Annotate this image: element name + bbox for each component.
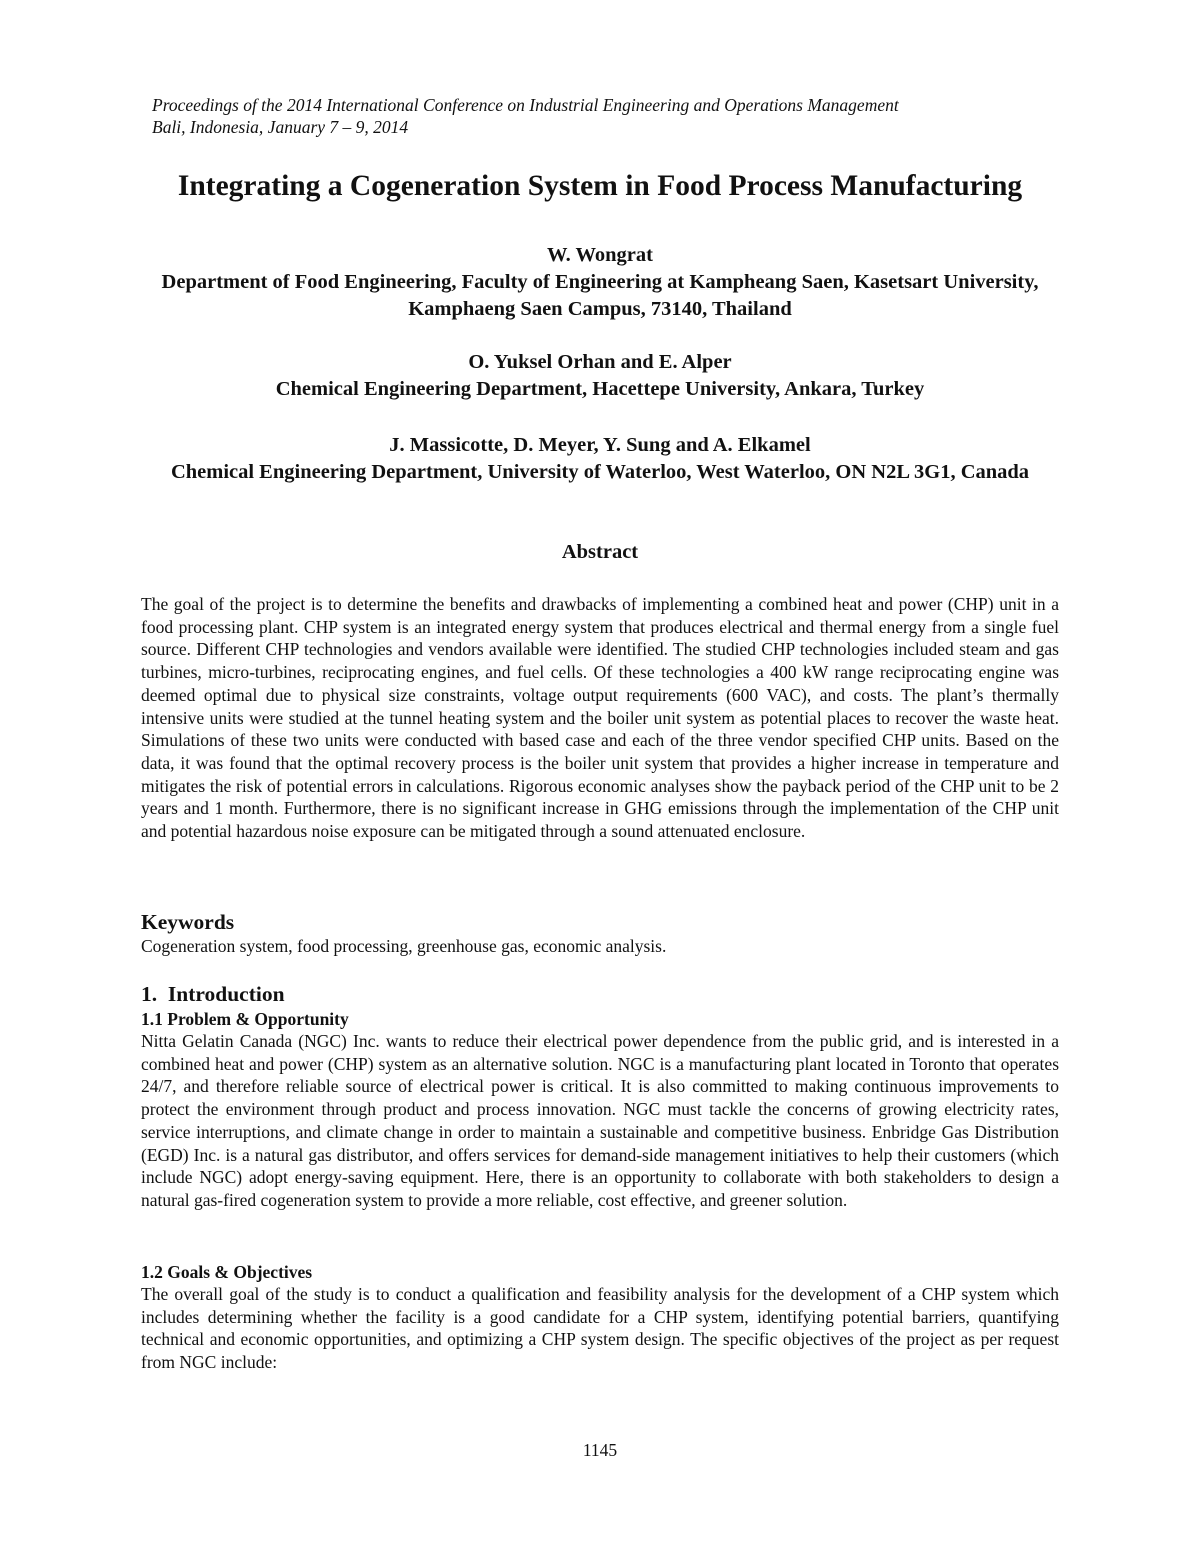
page-number: 1145 (582, 1440, 618, 1460)
subsection-heading-goals-objectives: 1.2 Goals & Objectives (141, 1262, 313, 1282)
subsection-heading-problem-opportunity: 1.1 Problem & Opportunity (141, 1009, 349, 1029)
author-group (130, 432, 1070, 486)
author-names: O. Yuksel Orhan and E. Alper (468, 351, 732, 373)
subsection-paragraph: The overall goal of the study is to conduct a qualification and feasibility analysis for the development of a CHP system which includes determining whether the facility is a good candidate for a CHP system, identifying potential barriers, quantifying technical and economic opportunities, and optimizing a CHP system design. The specific objectives of the project as per request from NGC include: (141, 1284, 1059, 1373)
paper-title: Integrating a Cogeneration System in Food Process Manufacturing (177, 170, 1023, 202)
introduction-heading: 1. Introduction (141, 982, 285, 1006)
subsection-paragraph: Nitta Gelatin Canada (NGC) Inc. wants to reduce their electrical power dependence from the public grid, and is interested in a combined heat and power (CHP) system as an alternative solution. NGC is a manufacturing plant located in Toronto that operates 24/7, and therefore reliable source of electrical power is critical. It is also committed to making continuous improvements to protect the environment through product and process innovation. NGC must tackle the concerns of growing electricity rates, service interruptions, and climate change in order to maintain a sustainable and competitive business. Enbridge Gas Distribution (EGD) Inc. is a natural gas distributor, and offers services for demand-side management initiatives to help their customers (which include NGC) adopt energy-saving equipment. Here, there is an opportunity to collaborate with both stakeholders to design a natural gas-fired cogeneration system to provide a more reliable, cost effective, and greener solution. (141, 1031, 1059, 1210)
abstract-text: The goal of the project is to determine the benefits and drawbacks of implementing a combined heat and power (CHP) unit in a food processing plant. CHP system is an integrated energy system that produces electrical and thermal energy from a single fuel source. Different CHP technologies and vendors available were identified. The studied CHP technologies included steam and gas turbines, micro-turbines, reciprocating engines, and fuel cells. Of these technologies a 400 kW range reciprocating engine was deemed optimal due to physical size constraints, voltage output requirements (600 VAC), and costs. The plant’s thermally intensive units were studied at the tunnel heating system and the boiler unit system as potential places to recover the waste heat. Simulations of these two units were conducted with based case and each of the three vendor specified CHP units. Based on the data, it was found that the optimal recovery process is the boiler unit system that provides a higher increase in temperature and mitigates the risk of potential errors in calculations. Rigorous economic analyses show the payback period of the CHP unit to be 2 years and 1 month. Furthermore, there is no significant increase in GHG emissions through the implementation of the CHP unit and potential hazardous noise exposure can be mitigated through a sound attenuated enclosure. (141, 594, 1059, 842)
author-affiliation: Department of Food Engineering, Faculty of Engineering at Kampheang Saen, Kasetsart University, Kamphaeng Saen Campus, 73140, Thailand (161, 271, 1039, 320)
running-header-conference: Proceedings of the 2014 International Conference on Industrial Engineering and Operations Management (152, 95, 899, 115)
keywords-heading: Keywords (141, 910, 235, 934)
keywords-text: Cogeneration system, food processing, greenhouse gas, economic analysis. (141, 936, 667, 956)
author-affiliation: Chemical Engineering Department, University of Waterloo, West Waterloo, ON N2L 3G1, Canada (170, 461, 1030, 483)
author-group (130, 242, 1070, 323)
author-names: J. Massicotte, D. Meyer, Y. Sung and A. Elkamel (389, 434, 811, 456)
running-header-location: Bali, Indonesia, January 7 – 9, 2014 (152, 117, 409, 137)
abstract-heading: Abstract (561, 541, 639, 563)
author-names: W. Wongrat (547, 244, 653, 266)
running-header (152, 94, 1052, 138)
author-group (130, 349, 1070, 403)
author-affiliation: Chemical Engineering Department, Hacettepe University, Ankara, Turkey (275, 378, 925, 400)
